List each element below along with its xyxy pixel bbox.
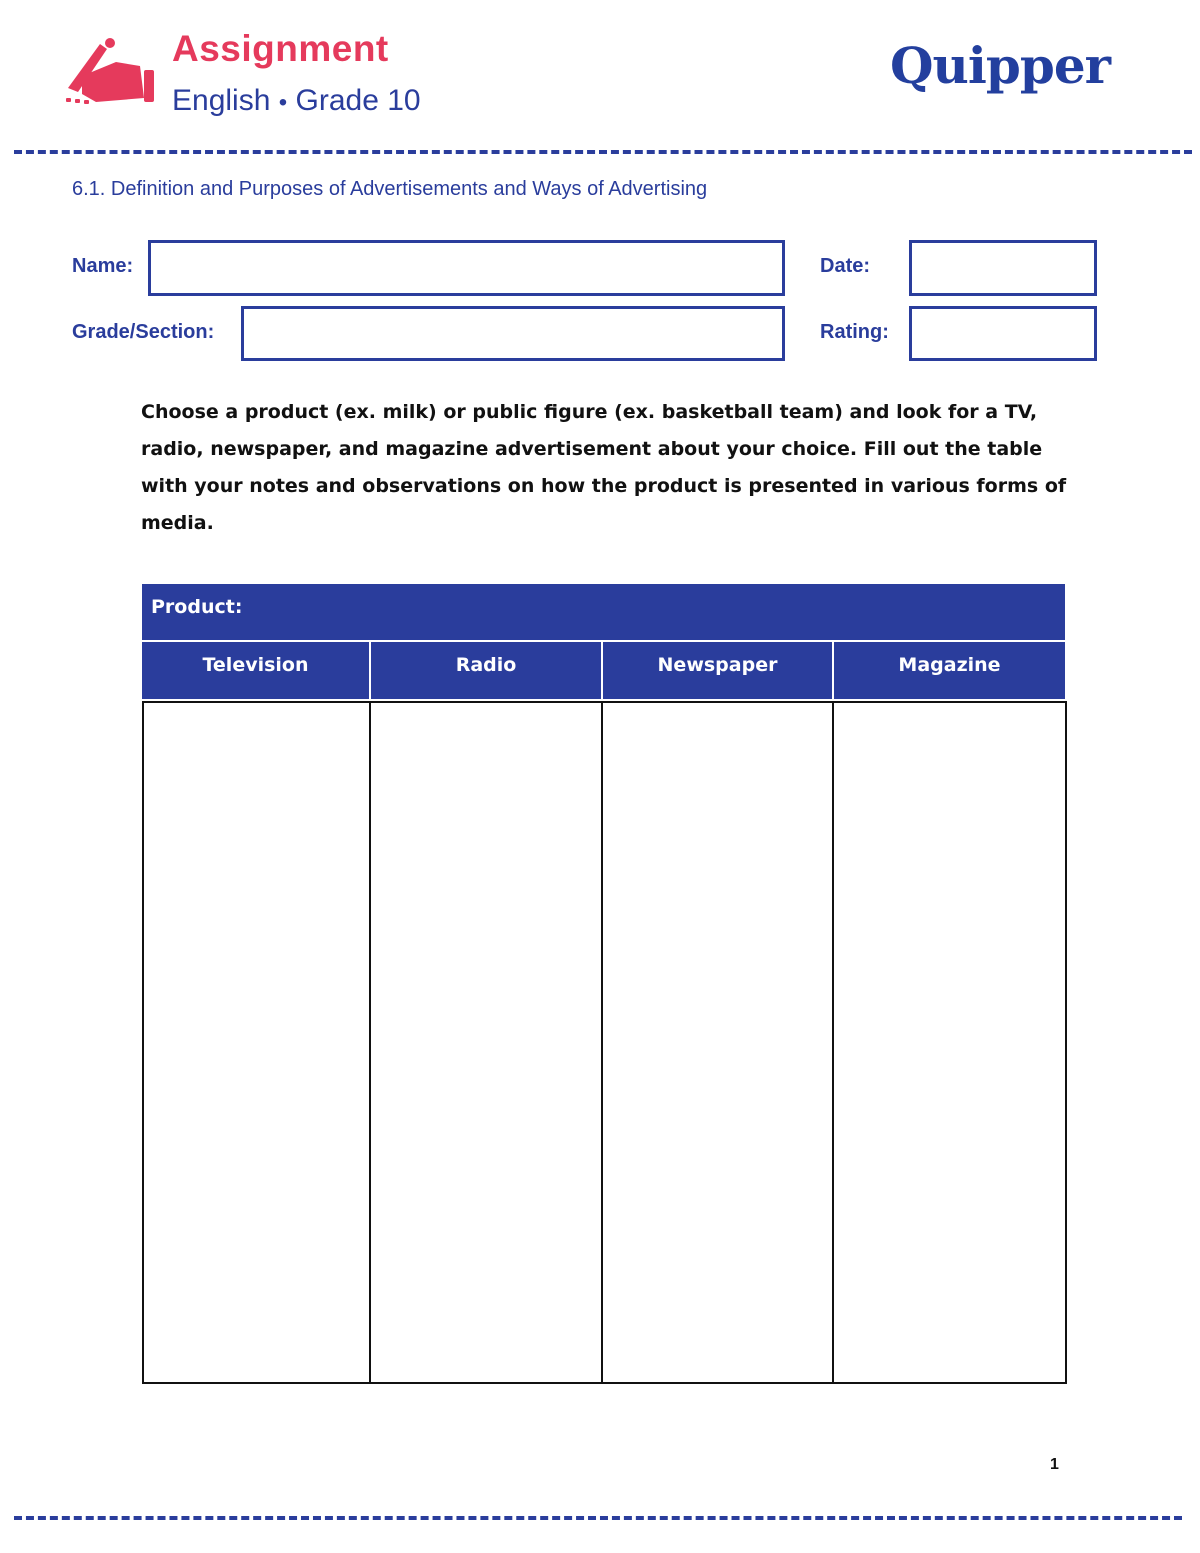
section-title: 6.1. Definition and Purposes of Advertisements and Ways of Advertising [72,178,708,200]
date-field[interactable] [909,240,1097,296]
rating-label: Rating: [820,321,889,343]
instructions-text: Choose a product (ex. milk) or public figure (ex. basketball team) and look for a TV, radio, newspaper, and magazine advertisement about your choice. Fill out the table with your notes and observations on how the product is presented in various forms of media. [141,401,1067,534]
writing-hand-icon [60,36,154,110]
header-divider [14,150,1192,154]
product-label: Product: [151,596,243,618]
name-field[interactable] [148,240,785,296]
name-label: Name: [72,255,134,277]
grade-section-label: Grade/Section: [72,321,215,343]
separator-dot: • [278,89,288,116]
rating-field[interactable] [909,306,1097,361]
footer-divider [14,1516,1182,1520]
cell-newspaper[interactable] [603,703,834,1382]
product-header-row [142,584,1065,640]
column-header-television: Television [142,642,371,699]
grade-label: Grade 10 [295,84,421,117]
cell-magazine[interactable] [834,703,1067,1382]
grade-section-field[interactable] [241,306,785,361]
cell-television[interactable] [144,703,371,1382]
page-title: Assignment [172,28,389,69]
subject-label: English [172,84,271,117]
column-header-magazine: Magazine [834,642,1065,699]
date-label: Date: [820,255,871,277]
cell-radio[interactable] [371,703,603,1382]
table-header-row [142,642,1065,699]
brand-logo: Quipper [890,36,1110,95]
table-row [142,701,1067,1384]
subject-grade [172,84,421,118]
column-header-newspaper: Newspaper [603,642,834,699]
page-number: 1 [1050,1456,1059,1473]
column-header-radio: Radio [371,642,603,699]
